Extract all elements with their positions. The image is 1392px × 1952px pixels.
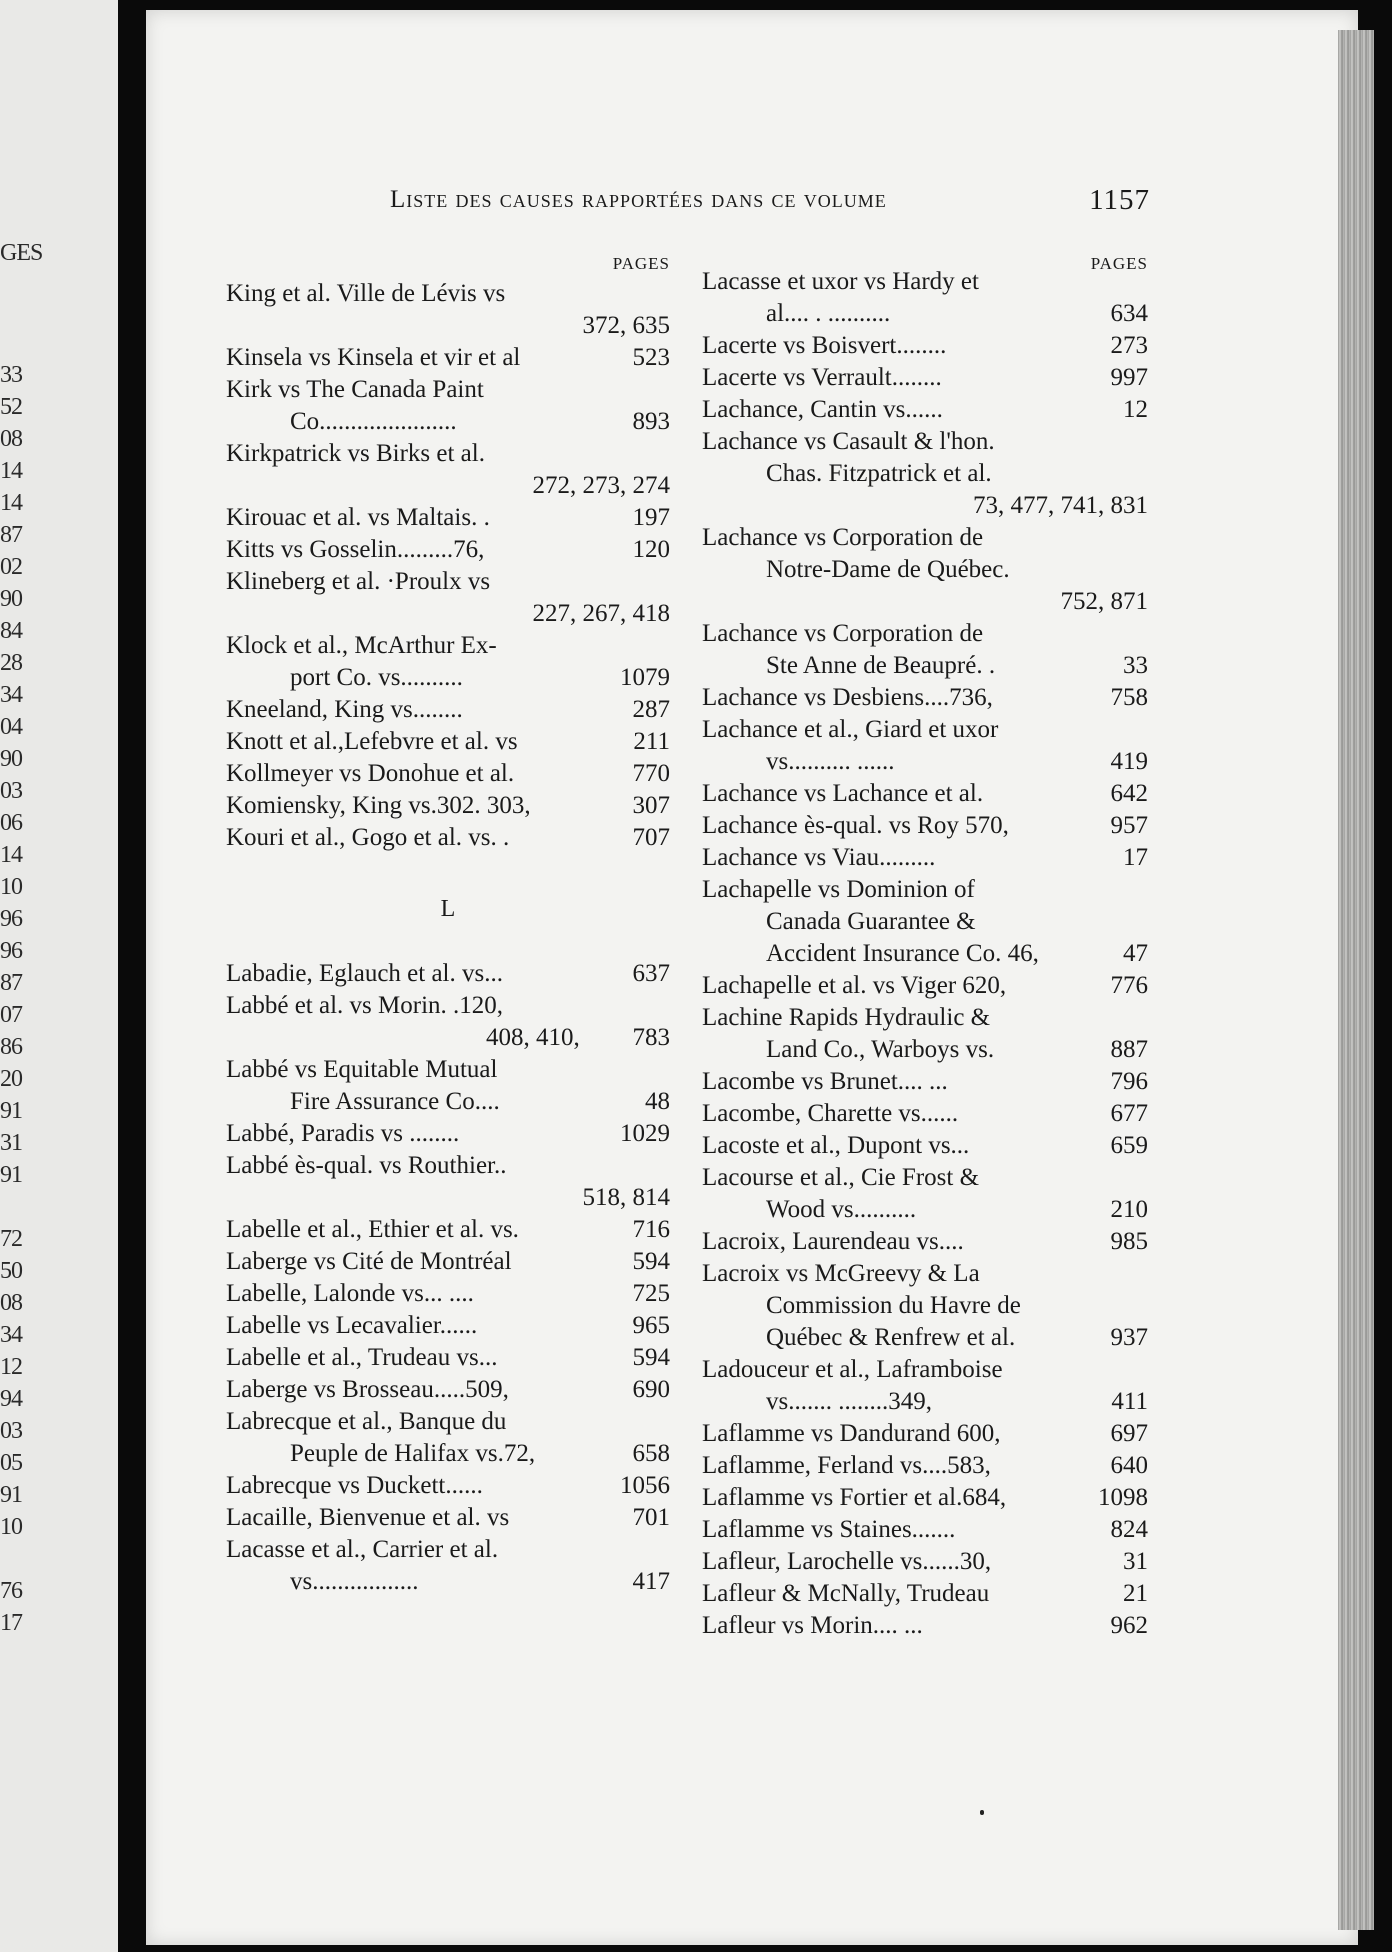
entry-page-numbers: 634 (1110, 300, 1148, 327)
entry-text: Laflamme vs Fortier et al.684, (702, 1484, 1007, 1511)
index-entry-line (702, 1130, 1148, 1162)
entry-text: Labrecque et al., Banque du (226, 1408, 507, 1435)
index-entry-line (226, 1086, 670, 1118)
entry-text: Knott et al.,Lefebvre et al. vs (226, 728, 518, 755)
entry-text: Laflamme, Ferland vs....583, (702, 1452, 991, 1479)
entry-page-numbers: 658 (632, 1440, 670, 1467)
entry-text: Lachance vs Corporation de (702, 620, 984, 647)
l-entries-continued (702, 266, 1148, 1642)
entry-text: Klineberg et al. ·Proulx vs (226, 568, 491, 595)
index-entry-line (226, 662, 670, 694)
entry-page-numbers: 273 (1110, 332, 1148, 359)
index-entry-line (226, 1278, 670, 1310)
index-entry-line (702, 810, 1148, 842)
index-entry-line (702, 1066, 1148, 1098)
entry-text: Peuple de Halifax vs.72, (290, 1440, 536, 1467)
page-number: 1157 (1089, 184, 1150, 216)
entry-text: port Co. vs.......... (290, 664, 463, 691)
index-entry-line (702, 1514, 1148, 1546)
entry-page-numbers: 776 (1110, 972, 1148, 999)
index-entry-line (702, 682, 1148, 714)
entry-page-numbers: 210 (1110, 1196, 1148, 1223)
index-entry-line (226, 502, 670, 534)
index-entry-line (226, 1214, 670, 1246)
entry-page-numbers: 419 (1110, 748, 1148, 775)
index-entry-line (702, 586, 1148, 618)
entry-text: Lacroix vs McGreevy & La (702, 1260, 980, 1287)
index-entry-line (702, 426, 1148, 458)
entry-text: Canada Guarantee & (766, 908, 976, 935)
entry-page-numbers: 783 (632, 1024, 670, 1051)
facing-page-number-fragment: 05 (0, 1450, 22, 1476)
facing-page-number-fragment: 96 (0, 938, 22, 964)
entry-text: Fire Assurance Co.... (290, 1088, 500, 1115)
index-entry-line (702, 1194, 1148, 1226)
entry-page-numbers: 637 (632, 960, 670, 987)
entry-text: Chas. Fitzpatrick et al. (766, 460, 992, 487)
index-entry-line (702, 266, 1148, 298)
entry-text: Laflamme vs Staines....... (702, 1516, 956, 1543)
entry-page-numbers: 47 (1123, 940, 1148, 967)
facing-page-number-fragment: 50 (0, 1258, 22, 1284)
entry-text: Laberge vs Brosseau.....509, (226, 1376, 509, 1403)
entry-text: Klock et al., McArthur Ex- (226, 632, 497, 659)
entry-text: Commission du Havre de (766, 1292, 1021, 1319)
entry-page-numbers: 893 (632, 408, 670, 435)
entry-page-numbers: 770 (632, 760, 670, 787)
entry-text: Lachapelle vs Dominion of (702, 876, 975, 903)
facing-page-number-fragment: 28 (0, 650, 22, 676)
entry-text: Co...................... (290, 408, 457, 435)
facing-page-number-fragment: 07 (0, 1002, 22, 1028)
index-entry-line (226, 1054, 670, 1086)
index-entry-line (226, 630, 670, 662)
entry-text: Kinsela vs Kinsela et vir et al (226, 344, 521, 371)
index-entry-line (226, 694, 670, 726)
index-entry-line (702, 1450, 1148, 1482)
index-entry-line (226, 342, 670, 374)
index-entry-line (702, 1418, 1148, 1450)
facing-page-number-fragment: 90 (0, 586, 22, 612)
facing-page-number-fragment: 96 (0, 906, 22, 932)
index-entry-line (702, 1322, 1148, 1354)
entry-text: Labelle et al., Ethier et al. vs. (226, 1216, 519, 1243)
index-entry-line (702, 650, 1148, 682)
index-entry-line (702, 1226, 1148, 1258)
index-entry-line (702, 298, 1148, 330)
entry-page-numbers: 677 (1110, 1100, 1148, 1127)
entry-page-numbers: 120 (632, 536, 670, 563)
index-entry-line (226, 310, 670, 342)
entry-text: Lachance vs Desbiens....736, (702, 684, 993, 711)
entry-page-numbers: 796 (1110, 1068, 1148, 1095)
entry-text: Labbé et al. vs Morin. .120, (226, 992, 504, 1019)
index-entry-line (702, 1386, 1148, 1418)
entry-text: Labelle vs Lecavalier...... (226, 1312, 478, 1339)
entry-page-numbers: 957 (1110, 812, 1148, 839)
entry-text: Lacoste et al., Dupont vs... (702, 1132, 970, 1159)
entry-page-numbers: 211 (633, 728, 670, 755)
entry-text: Lacasse et al., Carrier et al. (226, 1536, 499, 1563)
entry-text: Notre-Dame de Québec. (766, 556, 1010, 583)
index-entry-line (226, 1246, 670, 1278)
index-entry-line (226, 1438, 670, 1470)
facing-page-number-fragment: 31 (0, 1130, 22, 1156)
index-entry-line (226, 758, 670, 790)
facing-page-number-fragment: 94 (0, 1386, 22, 1412)
running-header (390, 186, 1150, 222)
facing-page-number-fragment: 52 (0, 394, 22, 420)
entry-text: Labadie, Eglauch et al. vs... (226, 960, 503, 987)
entry-page-numbers: 758 (1110, 684, 1148, 711)
entry-text: Lachapelle et al. vs Viger 620, (702, 972, 1007, 999)
facing-page-number-fragment: 84 (0, 618, 22, 644)
entry-text: Kirkpatrick vs Birks et al. (226, 440, 485, 467)
index-entry-line (702, 1258, 1148, 1290)
entry-page-numbers: 985 (1110, 1228, 1148, 1255)
entry-text: Lachance et al., Giard et uxor (702, 716, 999, 743)
entry-page-numbers: 697 (1110, 1420, 1148, 1447)
entry-page-numbers: 12 (1123, 396, 1148, 423)
index-entry-line (702, 490, 1148, 522)
index-entry-line (702, 458, 1148, 490)
entry-page-numbers: 287 (632, 696, 670, 723)
index-entry-line (702, 554, 1148, 586)
entry-text: al.... . .......... (766, 300, 891, 327)
entry-text: Kouri et al., Gogo et al. vs. . (226, 824, 510, 851)
entry-page-numbers: 518, 814 (582, 1184, 670, 1211)
entry-page-numbers: 33 (1123, 652, 1148, 679)
facing-page-number-fragment: 87 (0, 970, 22, 996)
index-entry-line (702, 1610, 1148, 1642)
entry-page-numbers: 31 (1123, 1548, 1148, 1575)
entry-text: Komiensky, King vs.302. 303, (226, 792, 531, 819)
entry-page-numbers: 937 (1110, 1324, 1148, 1351)
entry-text: Lachance vs Casault & l'hon. (702, 428, 995, 455)
facing-page-number-fragment: 04 (0, 714, 22, 740)
entry-text: Labbé vs Equitable Mutual (226, 1056, 498, 1083)
entry-text: Lafleur vs Morin.... ... (702, 1612, 923, 1639)
entry-text: Lacombe vs Brunet.... ... (702, 1068, 948, 1095)
facing-page-number-fragment: 90 (0, 746, 22, 772)
entry-text: vs....... ........349, (766, 1388, 932, 1415)
entry-page-numbers: 1079 (620, 664, 670, 691)
entry-page-numbers: 824 (1110, 1516, 1148, 1543)
entry-text: Lacourse et al., Cie Frost & (702, 1164, 980, 1191)
facing-page-number-fragment: 10 (0, 1514, 22, 1540)
index-entry-line (226, 1534, 670, 1566)
index-entry-line (702, 842, 1148, 874)
index-entry-line (226, 1502, 670, 1534)
index-entry-line (702, 746, 1148, 778)
entry-text: Lacaille, Bienvenue et al. vs (226, 1504, 510, 1531)
entry-text: Lachance vs Viau......... (702, 844, 936, 871)
facing-page-number-fragment: 17 (0, 1610, 22, 1636)
entry-page-numbers: 642 (1110, 780, 1148, 807)
entry-page-numbers: 1029 (620, 1120, 670, 1147)
index-entry-line (226, 990, 670, 1022)
index-entry-line (702, 522, 1148, 554)
facing-page-number-fragment: 86 (0, 1034, 22, 1060)
right-index-column (702, 254, 1148, 1642)
entry-page-numbers: 227, 267, 418 (532, 600, 670, 627)
entry-text: Lachance ès-qual. vs Roy 570, (702, 812, 1009, 839)
entry-text: Kirk vs The Canada Paint (226, 376, 484, 403)
index-entry-line (226, 822, 670, 854)
index-entry-line (226, 1022, 670, 1054)
entry-page-numbers: 716 (632, 1216, 670, 1243)
entry-page-numbers: 48 (645, 1088, 670, 1115)
entry-text: Ste Anne de Beaupré. . (766, 652, 996, 679)
entry-page-numbers: 707 (632, 824, 670, 851)
entry-text: Labelle et al., Trudeau vs... (226, 1344, 498, 1371)
facing-page-number-fragment: 03 (0, 1418, 22, 1444)
entry-page-numbers: 21 (1123, 1580, 1148, 1607)
facing-page-number-fragment: 12 (0, 1354, 22, 1380)
facing-page-number-fragment: 14 (0, 842, 22, 868)
entry-text: Accident Insurance Co. 46, (766, 940, 1039, 967)
entry-text: Lachance vs Corporation de (702, 524, 984, 551)
facing-page-number-fragment: 91 (0, 1482, 22, 1508)
entry-text: Kitts vs Gosselin.........76, (226, 536, 485, 563)
index-entry-line (702, 1098, 1148, 1130)
entry-text: Laflamme vs Dandurand 600, (702, 1420, 1001, 1447)
index-entry-line (702, 1578, 1148, 1610)
entry-page-numbers: 701 (632, 1504, 670, 1531)
entry-page-numbers: 659 (1110, 1132, 1148, 1159)
index-entry-line (702, 970, 1148, 1002)
entry-text: Lacroix, Laurendeau vs.... (702, 1228, 964, 1255)
entry-text: Lachance, Cantin vs...... (702, 396, 943, 423)
entry-page-numbers: 272, 273, 274 (532, 472, 670, 499)
facing-page-number-fragment: 34 (0, 1322, 22, 1348)
pages-column-label: PAGES (612, 254, 670, 273)
facing-page-number-fragment: 08 (0, 426, 22, 452)
entry-page-numbers: 523 (632, 344, 670, 371)
entry-text: vs................. (290, 1568, 419, 1595)
index-entry-line (226, 598, 670, 630)
entry-text: Laberge vs Cité de Montréal (226, 1248, 512, 1275)
facing-page-number-fragment: 08 (0, 1290, 22, 1316)
left-index-column (226, 254, 670, 1598)
index-entry-line (226, 1182, 670, 1214)
l-entries (226, 958, 670, 1598)
facing-page-number-fragment: 06 (0, 810, 22, 836)
k-entries (226, 278, 670, 854)
entry-text: Kirouac et al. vs Maltais. . (226, 504, 490, 531)
index-entry-line (702, 1162, 1148, 1194)
entry-page-numbers: 1056 (620, 1472, 670, 1499)
index-entry-line (702, 1546, 1148, 1578)
index-entry-line (702, 1482, 1148, 1514)
index-entry-line (702, 906, 1148, 938)
facing-page-number-fragment: 76 (0, 1578, 22, 1604)
entry-text: Lacerte vs Boisvert........ (702, 332, 947, 359)
facing-page-number-fragment: 10 (0, 874, 22, 900)
facing-page-number-fragment: 87 (0, 522, 22, 548)
entry-text: Lafleur & McNally, Trudeau (702, 1580, 990, 1607)
entry-text: Lacerte vs Verrault........ (702, 364, 942, 391)
index-entry-line (226, 790, 670, 822)
entry-text: Wood vs.......... (766, 1196, 917, 1223)
entry-text: Lafleur, Larochelle vs......30, (702, 1548, 992, 1575)
entry-text: 408, 410, (486, 1024, 580, 1051)
index-entry-line (226, 438, 670, 470)
entry-page-numbers: 372, 635 (582, 312, 670, 339)
entry-page-numbers: 594 (632, 1248, 670, 1275)
index-entry-line (226, 470, 670, 502)
index-entry-line (702, 362, 1148, 394)
entry-page-numbers: 411 (1111, 1388, 1148, 1415)
facing-page-number-fragment: 91 (0, 1098, 22, 1124)
entry-text: Kollmeyer vs Donohue et al. (226, 760, 515, 787)
index-entry-line (226, 1150, 670, 1182)
entry-page-numbers: 73, 477, 741, 831 (973, 492, 1148, 519)
entry-page-numbers: 1098 (1098, 1484, 1148, 1511)
index-entry-line (226, 1310, 670, 1342)
ink-speck (980, 1810, 984, 1815)
entry-page-numbers: 965 (632, 1312, 670, 1339)
facing-page-number-fragment: 91 (0, 1162, 22, 1188)
index-entry-line (226, 1406, 670, 1438)
facing-page-number-fragment: 34 (0, 682, 22, 708)
index-entry-line (226, 278, 670, 310)
entry-text: Ladouceur et al., Laframboise (702, 1356, 1003, 1383)
index-entry-line (702, 1034, 1148, 1066)
index-entry-line (226, 374, 670, 406)
entry-text: Québec & Renfrew et al. (766, 1324, 1016, 1351)
entry-page-numbers: 307 (632, 792, 670, 819)
entry-text: Lachance vs Lachance et al. (702, 780, 984, 807)
facing-page-number-fragment: GES (0, 240, 43, 266)
index-entry-line (226, 1118, 670, 1150)
entry-text: Labelle, Lalonde vs... .... (226, 1280, 474, 1307)
entry-text: King et al. Ville de Lévis vs (226, 280, 506, 307)
index-entry-line (702, 1290, 1148, 1322)
entry-page-numbers: 594 (632, 1344, 670, 1371)
index-entry-line (226, 1374, 670, 1406)
index-entry-line (702, 874, 1148, 906)
index-entry-line (702, 938, 1148, 970)
entry-text: Lacombe, Charette vs...... (702, 1100, 959, 1127)
index-entry-line (226, 726, 670, 758)
running-title: Liste des causes rapportées dans ce volume (390, 186, 887, 213)
entry-text: Kneeland, King vs........ (226, 696, 463, 723)
index-entry-line (702, 618, 1148, 650)
index-entry-line (226, 534, 670, 566)
entry-page-numbers: 197 (632, 504, 670, 531)
entry-page-numbers: 887 (1110, 1036, 1148, 1063)
page-edges (1338, 30, 1374, 1930)
index-entry-line (702, 1354, 1148, 1386)
book-page (146, 10, 1358, 1945)
entry-page-numbers: 962 (1110, 1612, 1148, 1639)
facing-page-number-fragment: 14 (0, 458, 22, 484)
entry-text: Labrecque vs Duckett...... (226, 1472, 483, 1499)
entry-text: Lachine Rapids Hydraulic & (702, 1004, 991, 1031)
entry-page-numbers: 997 (1110, 364, 1148, 391)
facing-page-number-fragment: 72 (0, 1226, 22, 1252)
entry-page-numbers: 690 (632, 1376, 670, 1403)
entry-text: Land Co., Warboys vs. (766, 1036, 995, 1063)
entry-page-numbers: 640 (1110, 1452, 1148, 1479)
index-entry-line (702, 714, 1148, 746)
index-entry-line (226, 958, 670, 990)
pages-column-label: PAGES (1090, 254, 1148, 273)
index-entry-line (226, 406, 670, 438)
entry-page-numbers: 725 (632, 1280, 670, 1307)
index-entry-line (702, 1002, 1148, 1034)
index-entry-line (226, 1566, 670, 1598)
facing-page-number-fragment: 02 (0, 554, 22, 580)
entry-page-numbers: 752, 871 (1060, 588, 1148, 615)
facing-page-number-fragment: 20 (0, 1066, 22, 1092)
facing-page-number-fragment: 14 (0, 490, 22, 516)
entry-text: vs.......... ...... (766, 748, 895, 775)
index-entry-line (702, 778, 1148, 810)
index-entry-line (226, 1470, 670, 1502)
entry-page-numbers: 17 (1123, 844, 1148, 871)
facing-page-fragment (0, 0, 118, 1952)
entry-page-numbers: 417 (632, 1568, 670, 1595)
section-letter: L (440, 896, 456, 922)
index-entry-line (226, 566, 670, 598)
entry-text: Labbé ès-qual. vs Routhier.. (226, 1152, 507, 1179)
index-entry-line (702, 394, 1148, 426)
index-entry-line (702, 330, 1148, 362)
facing-page-number-fragment: 03 (0, 778, 22, 804)
entry-text: Lacasse et uxor vs Hardy et (702, 268, 979, 295)
index-entry-line (226, 1342, 670, 1374)
facing-page-number-fragment: 33 (0, 362, 22, 388)
entry-text: Labbé, Paradis vs ........ (226, 1120, 460, 1147)
